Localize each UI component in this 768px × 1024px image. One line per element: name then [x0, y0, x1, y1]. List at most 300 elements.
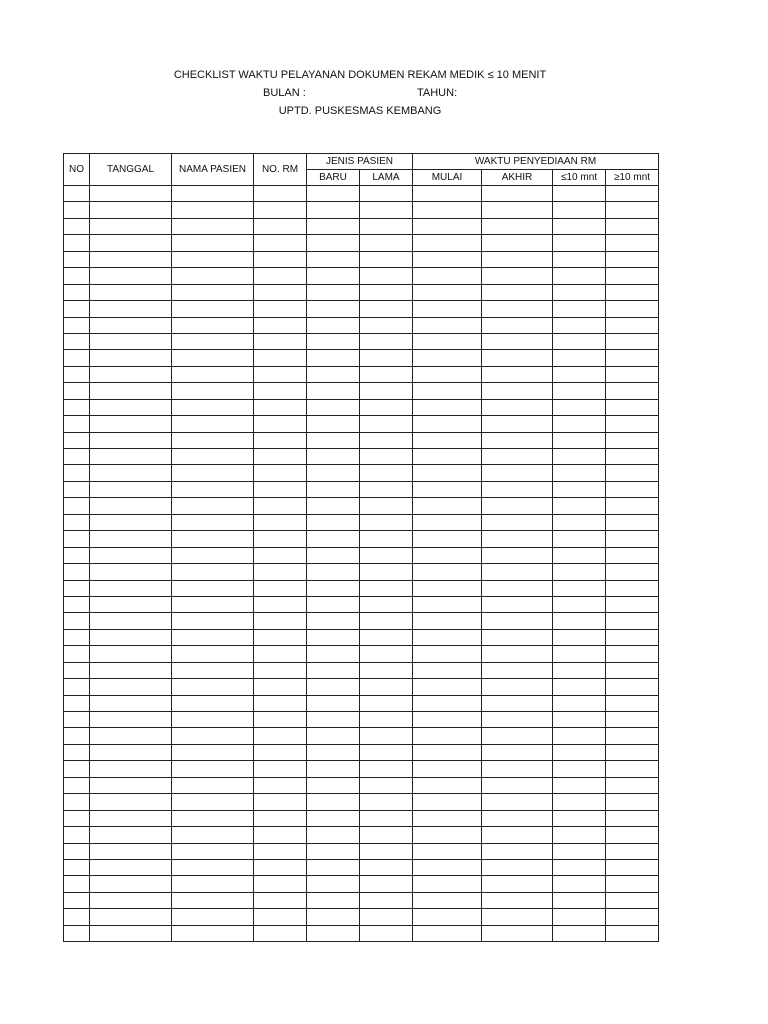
cell-nama-pasien: [172, 810, 254, 826]
cell-akhir: [482, 761, 553, 777]
cell-no: [64, 794, 90, 810]
cell-no: [64, 580, 90, 596]
cell-le10: [553, 712, 606, 728]
cell-no: [64, 317, 90, 333]
table-row: [64, 564, 659, 580]
table-row: [64, 859, 659, 875]
cell-baru: [307, 794, 360, 810]
cell-nama-pasien: [172, 859, 254, 875]
cell-baru: [307, 416, 360, 432]
table-row: [64, 251, 659, 267]
cell-mulai: [413, 251, 482, 267]
cell-no: [64, 465, 90, 481]
cell-le10: [553, 268, 606, 284]
cell-ge10: [606, 498, 659, 514]
cell-tanggal: [90, 366, 172, 382]
col-header-mulai: MULAI: [413, 170, 482, 186]
unit-name: UPTD. PUSKESMAS KEMBANG: [278, 105, 442, 117]
cell-ge10: [606, 251, 659, 267]
cell-tanggal: [90, 777, 172, 793]
cell-mulai: [413, 843, 482, 859]
cell-nama-pasien: [172, 301, 254, 317]
cell-akhir: [482, 662, 553, 678]
cell-baru: [307, 629, 360, 645]
cell-baru: [307, 432, 360, 448]
cell-tanggal: [90, 596, 172, 612]
cell-le10: [553, 876, 606, 892]
cell-le10: [553, 695, 606, 711]
cell-nama-pasien: [172, 268, 254, 284]
cell-le10: [553, 449, 606, 465]
cell-tanggal: [90, 399, 172, 415]
cell-no: [64, 629, 90, 645]
col-header-jenis-pasien: JENIS PASIEN: [307, 154, 413, 170]
cell-no-rm: [254, 695, 307, 711]
cell-baru: [307, 810, 360, 826]
cell-no: [64, 925, 90, 941]
cell-tanggal: [90, 202, 172, 218]
cell-mulai: [413, 662, 482, 678]
cell-no-rm: [254, 596, 307, 612]
cell-nama-pasien: [172, 399, 254, 415]
cell-le10: [553, 564, 606, 580]
cell-no-rm: [254, 202, 307, 218]
cell-nama-pasien: [172, 892, 254, 908]
cell-no-rm: [254, 827, 307, 843]
cell-no-rm: [254, 876, 307, 892]
cell-lama: [360, 399, 413, 415]
table-body: [64, 186, 659, 942]
cell-no-rm: [254, 301, 307, 317]
cell-lama: [360, 613, 413, 629]
cell-lama: [360, 284, 413, 300]
cell-akhir: [482, 383, 553, 399]
cell-no: [64, 827, 90, 843]
table-row: [64, 712, 659, 728]
cell-mulai: [413, 432, 482, 448]
cell-lama: [360, 268, 413, 284]
col-header-le10: ≤10 mnt: [553, 170, 606, 186]
cell-mulai: [413, 416, 482, 432]
cell-no: [64, 514, 90, 530]
cell-no: [64, 218, 90, 234]
cell-mulai: [413, 909, 482, 925]
cell-no: [64, 843, 90, 859]
cell-nama-pasien: [172, 925, 254, 941]
cell-lama: [360, 712, 413, 728]
cell-lama: [360, 514, 413, 530]
cell-mulai: [413, 531, 482, 547]
cell-akhir: [482, 827, 553, 843]
cell-lama: [360, 366, 413, 382]
cell-tanggal: [90, 333, 172, 349]
cell-tanggal: [90, 909, 172, 925]
table-row: [64, 416, 659, 432]
cell-mulai: [413, 366, 482, 382]
cell-nama-pasien: [172, 876, 254, 892]
cell-ge10: [606, 514, 659, 530]
cell-baru: [307, 186, 360, 202]
cell-le10: [553, 350, 606, 366]
cell-lama: [360, 416, 413, 432]
table-row: [64, 301, 659, 317]
cell-akhir: [482, 564, 553, 580]
table-row: [64, 744, 659, 760]
cell-baru: [307, 268, 360, 284]
col-header-nama-pasien: NAMA PASIEN: [172, 154, 254, 186]
cell-ge10: [606, 564, 659, 580]
cell-mulai: [413, 744, 482, 760]
cell-baru: [307, 449, 360, 465]
cell-no: [64, 810, 90, 826]
cell-mulai: [413, 399, 482, 415]
cell-tanggal: [90, 728, 172, 744]
cell-lama: [360, 449, 413, 465]
cell-tanggal: [90, 876, 172, 892]
cell-akhir: [482, 202, 553, 218]
cell-le10: [553, 679, 606, 695]
cell-ge10: [606, 777, 659, 793]
cell-no: [64, 284, 90, 300]
table-row: [64, 629, 659, 645]
cell-lama: [360, 859, 413, 875]
table-row: [64, 350, 659, 366]
table-row: [64, 481, 659, 497]
cell-mulai: [413, 613, 482, 629]
cell-no-rm: [254, 843, 307, 859]
cell-nama-pasien: [172, 827, 254, 843]
table-row: [64, 646, 659, 662]
cell-no-rm: [254, 399, 307, 415]
cell-lama: [360, 251, 413, 267]
cell-ge10: [606, 580, 659, 596]
cell-no-rm: [254, 317, 307, 333]
cell-lama: [360, 350, 413, 366]
cell-baru: [307, 613, 360, 629]
cell-no-rm: [254, 892, 307, 908]
cell-no-rm: [254, 547, 307, 563]
cell-akhir: [482, 465, 553, 481]
cell-le10: [553, 596, 606, 612]
cell-lama: [360, 827, 413, 843]
cell-nama-pasien: [172, 251, 254, 267]
cell-akhir: [482, 514, 553, 530]
cell-ge10: [606, 449, 659, 465]
cell-lama: [360, 777, 413, 793]
cell-akhir: [482, 186, 553, 202]
cell-nama-pasien: [172, 794, 254, 810]
cell-tanggal: [90, 761, 172, 777]
cell-nama-pasien: [172, 547, 254, 563]
cell-ge10: [606, 859, 659, 875]
cell-tanggal: [90, 712, 172, 728]
col-header-waktu-penyediaan: WAKTU PENYEDIAAN RM: [413, 154, 659, 170]
table-row: [64, 728, 659, 744]
cell-no-rm: [254, 794, 307, 810]
cell-nama-pasien: [172, 679, 254, 695]
cell-no-rm: [254, 235, 307, 251]
cell-no-rm: [254, 383, 307, 399]
cell-tanggal: [90, 481, 172, 497]
cell-no: [64, 547, 90, 563]
cell-akhir: [482, 679, 553, 695]
cell-no: [64, 301, 90, 317]
cell-ge10: [606, 794, 659, 810]
cell-lama: [360, 547, 413, 563]
cell-nama-pasien: [172, 432, 254, 448]
cell-ge10: [606, 383, 659, 399]
cell-no-rm: [254, 268, 307, 284]
cell-ge10: [606, 925, 659, 941]
cell-no-rm: [254, 679, 307, 695]
cell-nama-pasien: [172, 909, 254, 925]
cell-le10: [553, 777, 606, 793]
cell-no: [64, 679, 90, 695]
cell-tanggal: [90, 498, 172, 514]
cell-no: [64, 399, 90, 415]
col-header-tanggal: TANGGAL: [90, 154, 172, 186]
cell-ge10: [606, 547, 659, 563]
cell-ge10: [606, 186, 659, 202]
cell-mulai: [413, 777, 482, 793]
cell-ge10: [606, 268, 659, 284]
cell-akhir: [482, 317, 553, 333]
cell-no-rm: [254, 564, 307, 580]
cell-akhir: [482, 843, 553, 859]
cell-baru: [307, 646, 360, 662]
cell-baru: [307, 498, 360, 514]
cell-nama-pasien: [172, 695, 254, 711]
cell-tanggal: [90, 465, 172, 481]
cell-le10: [553, 613, 606, 629]
cell-le10: [553, 465, 606, 481]
cell-ge10: [606, 712, 659, 728]
cell-baru: [307, 383, 360, 399]
cell-mulai: [413, 284, 482, 300]
table-row: [64, 465, 659, 481]
table-row: [64, 284, 659, 300]
cell-lama: [360, 498, 413, 514]
cell-lama: [360, 679, 413, 695]
cell-no-rm: [254, 449, 307, 465]
table-row: [64, 761, 659, 777]
cell-mulai: [413, 514, 482, 530]
cell-lama: [360, 564, 413, 580]
cell-mulai: [413, 695, 482, 711]
cell-akhir: [482, 284, 553, 300]
cell-le10: [553, 827, 606, 843]
cell-tanggal: [90, 317, 172, 333]
cell-ge10: [606, 695, 659, 711]
cell-tanggal: [90, 646, 172, 662]
cell-akhir: [482, 580, 553, 596]
cell-ge10: [606, 416, 659, 432]
cell-le10: [553, 202, 606, 218]
cell-nama-pasien: [172, 218, 254, 234]
cell-akhir: [482, 350, 553, 366]
col-header-akhir: AKHIR: [482, 170, 553, 186]
cell-nama-pasien: [172, 613, 254, 629]
cell-mulai: [413, 925, 482, 941]
cell-le10: [553, 399, 606, 415]
cell-lama: [360, 465, 413, 481]
cell-no-rm: [254, 284, 307, 300]
cell-tanggal: [90, 268, 172, 284]
cell-tanggal: [90, 301, 172, 317]
cell-no: [64, 498, 90, 514]
cell-mulai: [413, 892, 482, 908]
cell-akhir: [482, 646, 553, 662]
cell-baru: [307, 301, 360, 317]
cell-akhir: [482, 481, 553, 497]
cell-no: [64, 744, 90, 760]
table-row: [64, 531, 659, 547]
cell-no-rm: [254, 810, 307, 826]
cell-no: [64, 695, 90, 711]
cell-no-rm: [254, 909, 307, 925]
cell-lama: [360, 531, 413, 547]
table-row: [64, 777, 659, 793]
cell-akhir: [482, 629, 553, 645]
cell-baru: [307, 218, 360, 234]
document-title: CHECKLIST WAKTU PELAYANAN DOKUMEN REKAM MEDIK ≤ 10 MENIT: [173, 69, 547, 81]
col-header-lama: LAMA: [360, 170, 413, 186]
cell-akhir: [482, 876, 553, 892]
cell-no-rm: [254, 613, 307, 629]
cell-tanggal: [90, 859, 172, 875]
cell-no: [64, 481, 90, 497]
cell-mulai: [413, 810, 482, 826]
cell-ge10: [606, 679, 659, 695]
cell-tanggal: [90, 383, 172, 399]
cell-lama: [360, 596, 413, 612]
cell-no: [64, 202, 90, 218]
cell-nama-pasien: [172, 646, 254, 662]
cell-le10: [553, 284, 606, 300]
cell-le10: [553, 794, 606, 810]
cell-mulai: [413, 712, 482, 728]
cell-akhir: [482, 712, 553, 728]
cell-tanggal: [90, 695, 172, 711]
cell-mulai: [413, 301, 482, 317]
cell-tanggal: [90, 235, 172, 251]
cell-ge10: [606, 465, 659, 481]
cell-no: [64, 777, 90, 793]
cell-baru: [307, 596, 360, 612]
cell-le10: [553, 235, 606, 251]
cell-no: [64, 662, 90, 678]
cell-akhir: [482, 547, 553, 563]
cell-akhir: [482, 744, 553, 760]
cell-akhir: [482, 301, 553, 317]
cell-baru: [307, 481, 360, 497]
cell-nama-pasien: [172, 744, 254, 760]
cell-mulai: [413, 794, 482, 810]
cell-mulai: [413, 859, 482, 875]
cell-no: [64, 235, 90, 251]
cell-akhir: [482, 695, 553, 711]
cell-lama: [360, 580, 413, 596]
cell-mulai: [413, 383, 482, 399]
cell-ge10: [606, 613, 659, 629]
table-row: [64, 383, 659, 399]
cell-akhir: [482, 728, 553, 744]
cell-ge10: [606, 892, 659, 908]
cell-nama-pasien: [172, 531, 254, 547]
cell-no-rm: [254, 712, 307, 728]
cell-ge10: [606, 350, 659, 366]
cell-le10: [553, 301, 606, 317]
cell-le10: [553, 629, 606, 645]
cell-le10: [553, 366, 606, 382]
cell-ge10: [606, 481, 659, 497]
cell-baru: [307, 925, 360, 941]
cell-nama-pasien: [172, 712, 254, 728]
cell-mulai: [413, 317, 482, 333]
cell-le10: [553, 432, 606, 448]
cell-lama: [360, 317, 413, 333]
cell-mulai: [413, 202, 482, 218]
cell-lama: [360, 810, 413, 826]
cell-akhir: [482, 498, 553, 514]
table-row: [64, 268, 659, 284]
tahun-label: TAHUN:: [417, 87, 458, 99]
table-row: [64, 186, 659, 202]
cell-ge10: [606, 596, 659, 612]
cell-tanggal: [90, 416, 172, 432]
cell-akhir: [482, 251, 553, 267]
table-row: [64, 498, 659, 514]
cell-no: [64, 186, 90, 202]
cell-lama: [360, 843, 413, 859]
table-row: [64, 909, 659, 925]
cell-baru: [307, 777, 360, 793]
cell-no-rm: [254, 251, 307, 267]
cell-le10: [553, 218, 606, 234]
cell-baru: [307, 366, 360, 382]
cell-lama: [360, 383, 413, 399]
cell-ge10: [606, 761, 659, 777]
cell-no-rm: [254, 859, 307, 875]
cell-nama-pasien: [172, 481, 254, 497]
cell-ge10: [606, 810, 659, 826]
cell-nama-pasien: [172, 202, 254, 218]
cell-akhir: [482, 416, 553, 432]
cell-nama-pasien: [172, 564, 254, 580]
table-row: [64, 613, 659, 629]
cell-akhir: [482, 366, 553, 382]
cell-mulai: [413, 629, 482, 645]
cell-baru: [307, 744, 360, 760]
cell-no-rm: [254, 728, 307, 744]
cell-no: [64, 366, 90, 382]
cell-no-rm: [254, 531, 307, 547]
cell-baru: [307, 284, 360, 300]
cell-no: [64, 416, 90, 432]
table-row: [64, 843, 659, 859]
cell-lama: [360, 744, 413, 760]
cell-le10: [553, 909, 606, 925]
cell-no: [64, 761, 90, 777]
cell-baru: [307, 909, 360, 925]
cell-lama: [360, 333, 413, 349]
cell-akhir: [482, 449, 553, 465]
cell-baru: [307, 317, 360, 333]
cell-no: [64, 564, 90, 580]
cell-baru: [307, 695, 360, 711]
cell-ge10: [606, 399, 659, 415]
cell-lama: [360, 892, 413, 908]
